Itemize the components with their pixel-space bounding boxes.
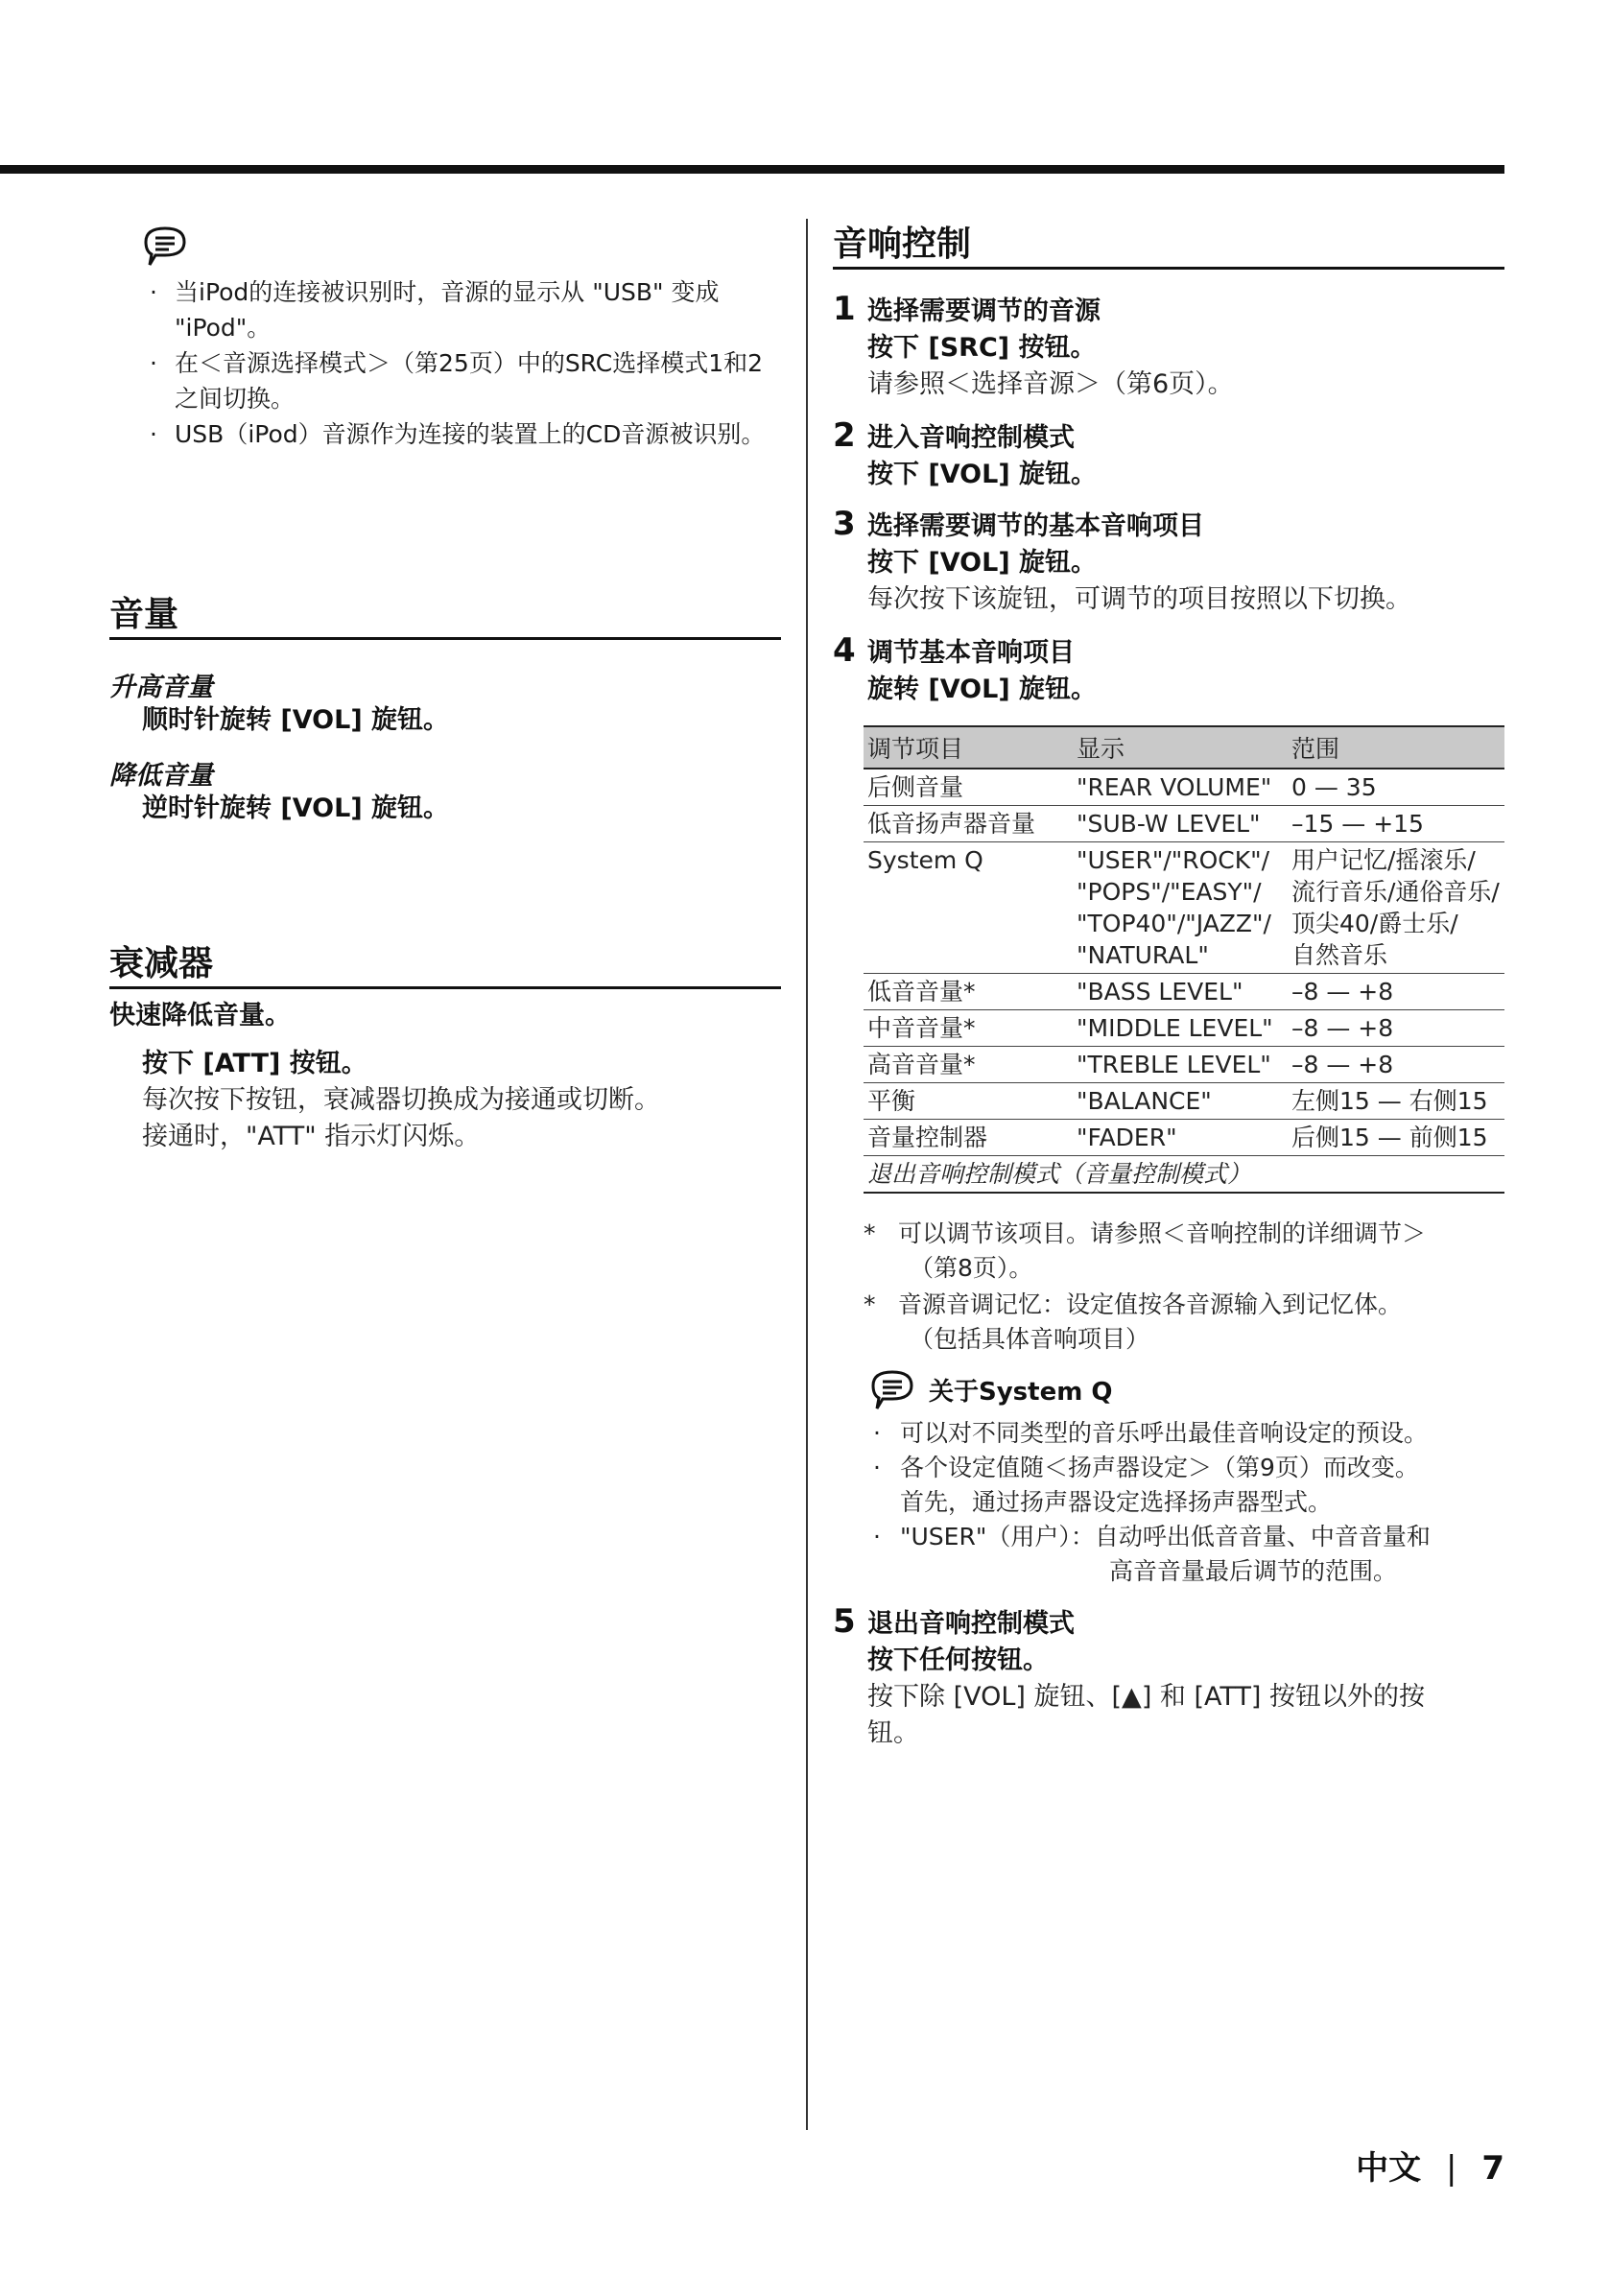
step-desc: 请参照＜选择音源＞（第6页）。 <box>867 369 1234 399</box>
table-cell: 低音音量* <box>864 974 1073 1010</box>
footnote-line: 可以调节该项目。请参照＜音响控制的详细调节＞ <box>898 1219 1427 1247</box>
table-cell: System Q <box>864 842 1073 974</box>
column-divider <box>806 219 808 2130</box>
step-title: 退出音响控制模式 <box>867 1609 1075 1639</box>
attenuator-desc: 每次按下按钮，衰减器切换成为接通或切断。 <box>142 1085 660 1115</box>
note-icon <box>867 1366 917 1412</box>
step-action: 按下 [VOL] 旋钮。 <box>867 548 1098 578</box>
table-row <box>864 806 1504 842</box>
user-bullet-row <box>873 1520 1506 1554</box>
table-cell: "MIDDLE LEVEL" <box>1073 1010 1288 1047</box>
attenuator-action: 按下 [ATT] 按钮。 <box>142 1049 367 1078</box>
table-cell: –8 — +8 <box>1288 1010 1504 1047</box>
note-item: · 在＜音源选择模式＞（第25页）中的SRC选择模式1和2之间切换。 <box>146 345 769 416</box>
bullet-text: 可以对不同类型的音乐呼出最佳音响设定的预设。 <box>900 1419 1429 1447</box>
table-row <box>864 1047 1504 1083</box>
step-2 <box>867 420 1501 493</box>
table-cell: 平衡 <box>864 1083 1073 1120</box>
note-item: · USB（iPod）音源作为连接的装置上的CD音源被识别。 <box>146 416 769 452</box>
table-cell: 后侧15 — 前侧15 <box>1288 1120 1504 1156</box>
systemq-bullet <box>873 1416 1506 1451</box>
systemq-bullet <box>873 1520 1506 1589</box>
step-number: 1 <box>833 290 856 328</box>
bullet-dot: · <box>873 1419 881 1447</box>
table-cell: –8 — +8 <box>1288 1047 1504 1083</box>
volume-section-title: 音量 <box>109 595 179 634</box>
table-cell: "TREBLE LEVEL" <box>1073 1047 1288 1083</box>
table-cell: "SUB-W LEVEL" <box>1073 806 1288 842</box>
volume-up-text: 顺时针旋转 [VOL] 旋钮。 <box>142 705 450 735</box>
table-header: 显示 <box>1073 726 1288 769</box>
table-cell: "BASS LEVEL" <box>1073 974 1288 1010</box>
audio-settings-table <box>864 725 1504 1194</box>
step-title: 选择需要调节的基本音响项目 <box>867 511 1204 541</box>
volume-up-title: 升高音量 <box>109 673 213 702</box>
ipod-note-list <box>146 274 769 452</box>
systemq-note-title: 关于System Q <box>929 1378 1113 1407</box>
step-3 <box>867 509 1501 618</box>
section-rule <box>833 267 1504 270</box>
step-4 <box>867 635 1501 708</box>
bullet-text: 各个设定值随＜扬声器设定＞（第9页）而改变。 <box>900 1454 1419 1481</box>
table-cell: "BALANCE" <box>1073 1083 1288 1120</box>
attenuator-intro: 快速降低音量。 <box>109 1001 291 1030</box>
footnote <box>864 1288 1504 1357</box>
step-number: 2 <box>833 416 856 455</box>
table-row <box>864 842 1504 974</box>
table-row <box>864 769 1504 806</box>
attenuator-desc: 接通时，"ATT" 指示灯闪烁。 <box>142 1122 481 1151</box>
step-1 <box>867 294 1501 403</box>
note-item: · 当iPod的连接被识别时，音源的显示从 "USB" 变成 "iPod"。 <box>146 274 769 345</box>
table-header: 调节项目 <box>864 726 1073 769</box>
step-title: 进入音响控制模式 <box>867 423 1075 453</box>
table-row <box>864 1120 1504 1156</box>
step-number: 4 <box>833 631 856 670</box>
table-cell: 用户记忆/摇滚乐/ 流行音乐/通俗音乐/ 顶尖40/爵士乐/ 自然音乐 <box>1288 842 1504 974</box>
step-action: 按下任何按钮。 <box>867 1645 1049 1675</box>
step-desc: 每次按下该旋钮，可调节的项目按照以下切换。 <box>867 584 1411 614</box>
step-5 <box>867 1606 1504 1752</box>
volume-down-text: 逆时针旋转 [VOL] 旋钮。 <box>142 793 450 823</box>
bullet-text: 自动呼出低音音量、中音音量和 <box>1094 1523 1431 1550</box>
step-desc: 按下除 [VOL] 旋钮、[▲] 和 [ATT] 按钮以外的按 <box>867 1682 1426 1712</box>
table-cell: 中音音量* <box>864 1010 1073 1047</box>
table-row <box>864 1010 1504 1047</box>
table-cell: 音量控制器 <box>864 1120 1073 1156</box>
audio-control-title: 音响控制 <box>833 225 972 264</box>
table-row <box>864 974 1504 1010</box>
footer-separator: | <box>1446 2149 1457 2188</box>
step-title: 调节基本音响项目 <box>867 638 1075 668</box>
footnote-mark: * <box>864 1219 876 1247</box>
table-header-row <box>864 726 1504 769</box>
bullet-label: "USER"（用户）： <box>900 1523 1095 1550</box>
footnote <box>864 1217 1504 1286</box>
table-cell: 低音扬声器音量 <box>864 806 1073 842</box>
page-number: 7 <box>1481 2149 1504 2188</box>
bullet-dot: · <box>873 1454 881 1481</box>
table-row <box>864 1083 1504 1120</box>
table-cell: 退出音响控制模式（音量控制模式） <box>864 1156 1504 1194</box>
step-action: 按下 [VOL] 旋钮。 <box>867 460 1098 489</box>
footnote-line: （第8页）。 <box>910 1254 1033 1282</box>
table-cell: –8 — +8 <box>1288 974 1504 1010</box>
page-footer <box>1356 2142 1504 2189</box>
volume-down-title: 降低音量 <box>109 761 213 791</box>
systemq-bullet <box>873 1451 1506 1520</box>
step-title: 选择需要调节的音源 <box>867 296 1101 326</box>
table-cell: 0 — 35 <box>1288 769 1504 806</box>
step-desc: 钮。 <box>867 1718 919 1748</box>
step-action: 旋转 [VOL] 旋钮。 <box>867 675 1098 704</box>
section-rule <box>109 637 781 640</box>
footnote-line: 音源音调记忆：设定值按各音源输入到记忆体。 <box>898 1290 1403 1318</box>
table-exit-row <box>864 1156 1504 1194</box>
table-cell: "USER"/"ROCK"/ "POPS"/"EASY"/ "TOP40"/"JAZZ"/ "NATURAL" <box>1073 842 1288 974</box>
bullet-dot: · <box>873 1523 881 1550</box>
table-cell: 左侧15 — 右侧15 <box>1288 1083 1504 1120</box>
top-rule <box>0 165 1504 174</box>
table-cell: "FADER" <box>1073 1120 1288 1156</box>
table-cell: 后侧音量 <box>864 769 1073 806</box>
table-cell: "REAR VOLUME" <box>1073 769 1288 806</box>
footnote-line: （包括具体音响项目） <box>910 1325 1150 1353</box>
footnote-mark: * <box>864 1290 876 1318</box>
step-number: 5 <box>833 1602 856 1641</box>
note-icon <box>140 223 190 269</box>
section-rule <box>109 986 781 989</box>
bullet-text: 高音音量最后调节的范围。 <box>1109 1557 1398 1585</box>
table-cell: –15 — +15 <box>1288 806 1504 842</box>
step-number: 3 <box>833 505 856 543</box>
bullet-text: 首先，通过扬声器设定选择扬声器型式。 <box>900 1488 1333 1516</box>
footer-language: 中文 <box>1356 2149 1422 2188</box>
table-cell: 高音音量* <box>864 1047 1073 1083</box>
attenuator-section-title: 衰减器 <box>109 944 214 983</box>
table-header: 范围 <box>1288 726 1504 769</box>
step-action: 按下 [SRC] 按钮。 <box>867 333 1097 363</box>
